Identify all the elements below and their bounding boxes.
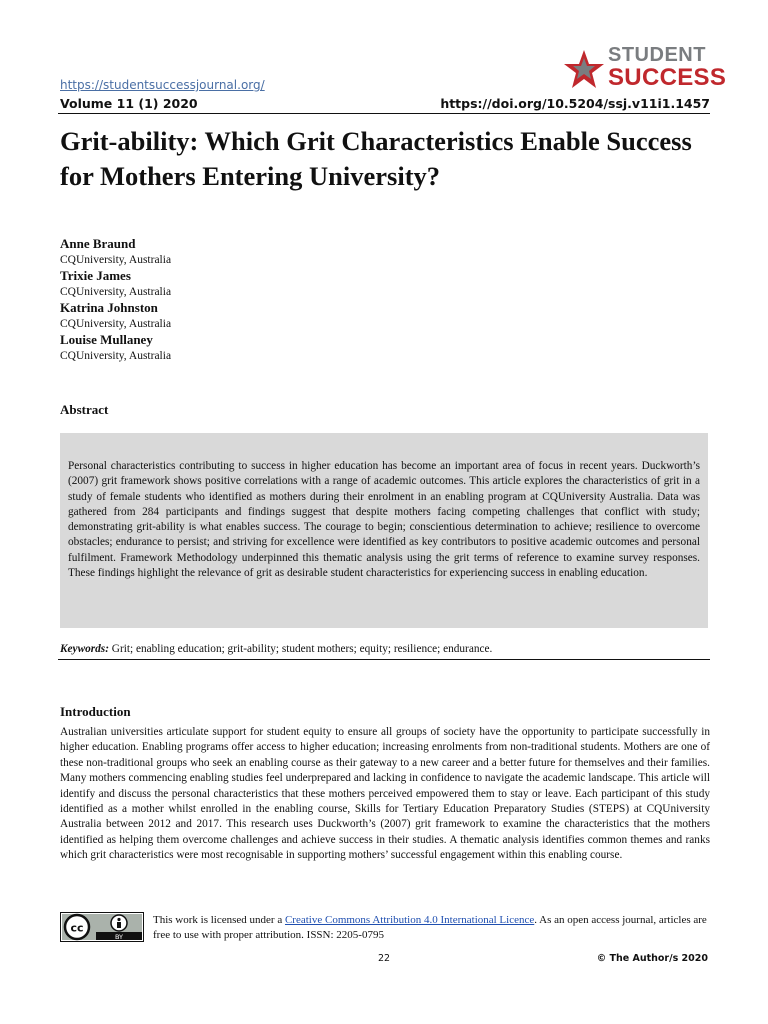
- author-affiliation: CQUniversity, Australia: [60, 254, 172, 266]
- keywords-divider: [58, 659, 710, 660]
- abstract-box: [60, 433, 708, 628]
- author-name: Trixie James: [60, 268, 131, 283]
- student-success-logo: [562, 44, 727, 96]
- license-notice: [153, 913, 713, 943]
- author-affiliation: CQUniversity, Australia: [60, 286, 172, 298]
- author-affiliation: CQUniversity, Australia: [60, 350, 172, 362]
- abstract-heading: Abstract: [60, 402, 109, 417]
- author-entry: [60, 268, 360, 300]
- author-list: [60, 236, 360, 364]
- author-entry: [60, 332, 360, 364]
- star-logo-icon: [562, 48, 606, 92]
- keywords-line: Keywords: Grit; enabling education; grit-ability; student mothers; equity; resilience; endurance.: [60, 643, 493, 655]
- license-link[interactable]: Creative Commons Attribution 4.0 International Licence: [284, 914, 535, 926]
- logo-word-success: SUCCESS: [608, 64, 727, 91]
- page-number: 22: [378, 953, 391, 964]
- author-name: Louise Mullaney: [60, 332, 153, 347]
- author-entry: [60, 300, 360, 332]
- by-label: BY: [114, 932, 124, 941]
- license-suffix: . As an open access journal, articles are free to use with proper attribution. ISSN: 2205-0795: [153, 914, 707, 941]
- introduction-text: Australian universities articulate support for student equity to ensure all groups of society have the opportunity to participate successfully in higher education. Enabling programs offer access to higher education; increasing enrolments from non-traditional students. Mothers are one of these non-traditional groups who seek an enabling course as their gateway to a new career and a better future for themselves and their families. Many mothers commencing enabling studies feel underprepared and lacking in confidence to navigate the academic landscape. This article will identify and discuss the personal characteristics that these mothers perceived empowered them to stay or leave. Each participant of this study identified as a mother whilst enrolled in the enabling course, Skills for Tertiary Education Preparatory Studies (STEPS) at CQUniversity Australia between 2012 and 2017. This research uses Duckworth’s (2007) grit framework to examine the characteristics that the mothers identified as helping them overcome challenges and achieve success in their studies. A thematic analysis identifies common themes and ranks which grit characteristics were most recognisable in supporting mothers’ successful engagement within this enabling course.: [60, 726, 710, 862]
- author-entry: [60, 236, 360, 268]
- author-name: Katrina Johnston: [60, 300, 158, 315]
- copyright-notice: © The Author/s 2020: [596, 953, 708, 964]
- volume-info: Volume 11 (1) 2020: [60, 96, 198, 111]
- cc-by-license-badge[interactable]: [60, 912, 144, 942]
- abstract-text: Personal characteristics contributing to success in higher education has become an important area of focus in recent years. Duckworth’s (2007) grit framework shows positive correlations with a range of academic outcomes. This article explores the characteristics of grit in a study of female students who identified as mothers during their enrolment in an enabling program at CQUniversity Australia. Data was gathered from 284 participants and findings suggest that despite mothers facing competing challenges that conflict with study; demonstrating grit-ability is what enables success. The courage to begin; conscientious determination to achieve; resilience to overcome obstacles; endurance to persist; and striving for excellence were identified as key contributors to positive academic outcomes and personal fulfilment. Framework Methodology underpinned this thematic analysis using the grit terms of reference to examine survey responses. These findings highlight the relevance of grit as desirable student characteristics for experiencing success in enabling education.: [68, 460, 700, 580]
- logo-word-student: STUDENT: [608, 44, 706, 66]
- author-affiliation: CQUniversity, Australia: [60, 318, 172, 330]
- doi-link[interactable]: https://doi.org/10.5204/ssj.v11i1.1457: [440, 96, 710, 111]
- journal-url-link[interactable]: https://studentsuccessjournal.org/: [60, 78, 265, 92]
- license-prefix: This work is licensed under a: [153, 914, 285, 926]
- article-title: Grit-ability: Which Grit Characteristics Enable Success for Mothers Entering University?: [60, 126, 692, 191]
- keywords-label: Keywords: [60, 643, 106, 655]
- cc-icon-label: cc: [70, 921, 84, 935]
- header-divider: [58, 113, 710, 114]
- author-name: Anne Braund: [60, 236, 136, 251]
- keywords-text: Grit; enabling education; grit-ability; student mothers; equity; resilience; endurance.: [111, 643, 493, 655]
- introduction-heading: Introduction: [60, 704, 131, 719]
